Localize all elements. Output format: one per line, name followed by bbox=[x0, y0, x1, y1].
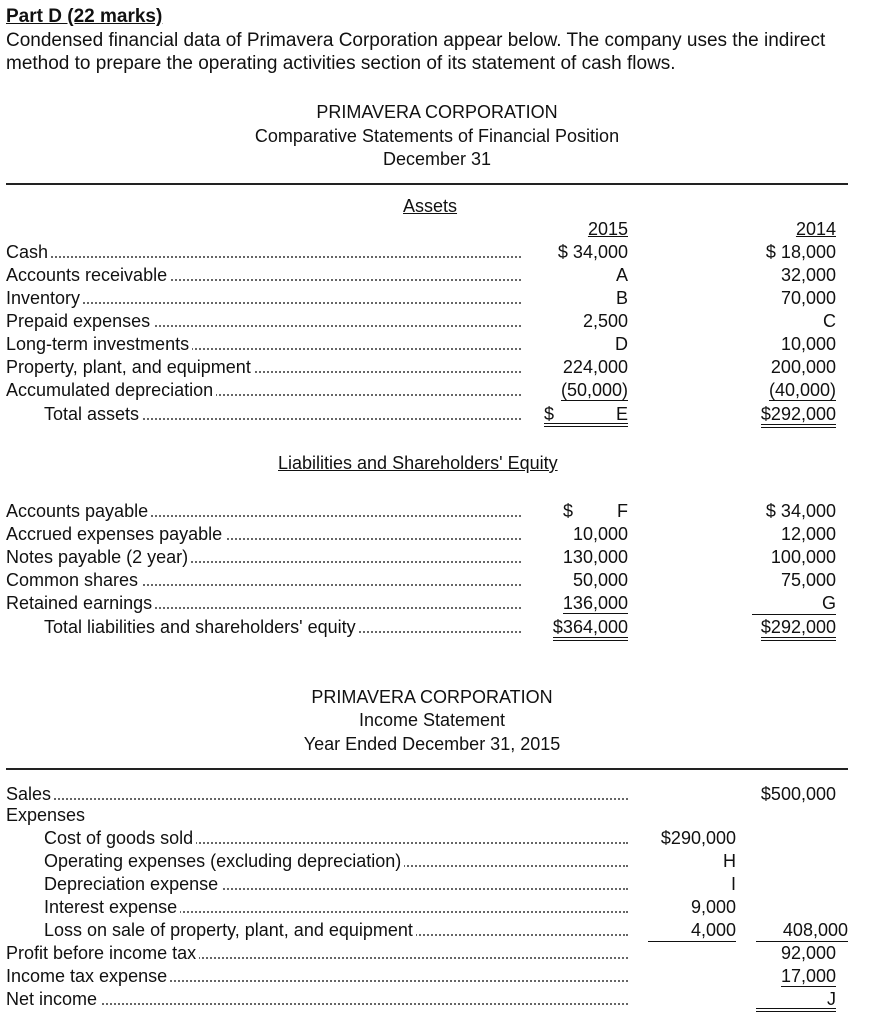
is-rule bbox=[6, 768, 848, 770]
liability-2015: 10,000 bbox=[572, 524, 628, 544]
liability-label: Notes payable (2 year) bbox=[6, 546, 191, 568]
total-assets-2014: $292,000 bbox=[761, 404, 836, 428]
asset-2014: (40,000) bbox=[768, 380, 836, 400]
asset-row bbox=[6, 356, 521, 378]
asset-label: Long-term investments bbox=[6, 333, 192, 355]
total-liabilities-label: Total liabilities and shareholders' equity bbox=[44, 616, 359, 638]
asset-2014: 70,000 bbox=[780, 288, 836, 308]
asset-2015: A bbox=[615, 265, 628, 285]
sfp-title: Comparative Statements of Financial Position bbox=[254, 126, 620, 146]
profit-before-tax-label: Profit before income tax bbox=[6, 942, 199, 964]
liability-row bbox=[6, 500, 521, 522]
income-tax-label: Income tax expense bbox=[6, 965, 170, 987]
year-2015-header: 2015 bbox=[587, 219, 628, 239]
asset-label: Inventory bbox=[6, 287, 83, 309]
assets-heading: Assets bbox=[403, 196, 458, 216]
expense-row bbox=[44, 827, 628, 849]
asset-label: Cash bbox=[6, 241, 51, 263]
total-assets-label: Total assets bbox=[44, 403, 142, 425]
liability-2015: 50,000 bbox=[572, 570, 628, 590]
sales-row bbox=[6, 783, 628, 805]
part-heading: Part D (22 marks) bbox=[6, 6, 163, 27]
expense-row bbox=[44, 919, 628, 941]
sales-value: $500,000 bbox=[760, 784, 836, 804]
asset-2015: D bbox=[615, 334, 628, 354]
liability-2014: 100,000 bbox=[770, 547, 836, 567]
total-liabilities-row bbox=[44, 616, 521, 638]
is-period: Year Ended December 31, 2015 bbox=[303, 734, 561, 754]
asset-2015: $ 34,000 bbox=[557, 242, 628, 262]
liability-label: Retained earnings bbox=[6, 592, 155, 614]
total-liabilities-2014: $292,000 bbox=[761, 617, 836, 641]
asset-2014: 200,000 bbox=[770, 357, 836, 377]
sfp-date: December 31 bbox=[382, 149, 492, 169]
liability-row bbox=[6, 569, 521, 591]
intro-line-1: Condensed financial data of Primavera Corporation appear below. The company uses the indirect bbox=[6, 30, 826, 51]
liability-2015: 130,000 bbox=[562, 547, 628, 567]
asset-2015: (50,000) bbox=[560, 380, 628, 400]
net-income-value: J bbox=[756, 988, 836, 1012]
asset-row bbox=[6, 241, 521, 263]
asset-2014: 10,000 bbox=[780, 334, 836, 354]
is-title: Income Statement bbox=[358, 710, 506, 730]
liability-2014: 12,000 bbox=[780, 524, 836, 544]
expense-label: Loss on sale of property, plant, and equipment bbox=[44, 919, 416, 941]
liability-row bbox=[6, 546, 521, 568]
liability-2014: 75,000 bbox=[780, 570, 836, 590]
liability-2015: 136,000 bbox=[562, 593, 628, 613]
expense-row bbox=[44, 896, 628, 918]
asset-2014: C bbox=[823, 311, 836, 331]
expense-label: Depreciation expense bbox=[44, 873, 221, 895]
asset-2014: $ 18,000 bbox=[765, 242, 836, 262]
liability-row bbox=[6, 592, 521, 614]
total-assets-row bbox=[44, 403, 521, 425]
asset-row bbox=[6, 379, 521, 401]
total-assets-2015: E bbox=[615, 404, 628, 424]
total-liabilities-2015: $364,000 bbox=[553, 617, 628, 641]
liability-2015: F bbox=[617, 501, 628, 521]
expense-label: Interest expense bbox=[44, 896, 180, 918]
expense-label: Cost of goods sold bbox=[44, 827, 196, 849]
liability-label: Common shares bbox=[6, 569, 141, 591]
expense-row bbox=[44, 850, 628, 872]
expense-value: H bbox=[723, 851, 736, 871]
expense-label: Operating expenses (excluding depreciation) bbox=[44, 850, 404, 872]
sfp-rule bbox=[6, 183, 848, 185]
liability-label: Accrued expenses payable bbox=[6, 523, 225, 545]
income-tax-row bbox=[6, 965, 628, 987]
asset-2015: 224,000 bbox=[562, 357, 628, 377]
asset-2014: 32,000 bbox=[780, 265, 836, 285]
expense-value: 9,000 bbox=[690, 897, 736, 917]
asset-row bbox=[6, 264, 521, 286]
expenses-label: Expenses bbox=[6, 805, 86, 825]
year-2014-header: 2014 bbox=[795, 219, 836, 239]
sfp-company: PRIMAVERA CORPORATION bbox=[316, 102, 558, 122]
total-assets-2015-cell bbox=[544, 403, 628, 427]
total-assets-2015-sign: $ bbox=[544, 404, 555, 424]
profit-before-tax-value: 92,000 bbox=[780, 943, 836, 963]
liabilities-heading: Liabilities and Shareholders' Equity bbox=[278, 453, 558, 473]
asset-row bbox=[6, 310, 521, 332]
liability-row bbox=[6, 523, 521, 545]
asset-label: Accumulated depreciation bbox=[6, 379, 216, 401]
liability-2015-sign: $ bbox=[563, 501, 574, 521]
expense-row bbox=[44, 873, 628, 895]
asset-row bbox=[6, 333, 521, 355]
expense-value: 4,000 bbox=[648, 919, 736, 942]
income-tax-value: 17,000 bbox=[780, 966, 836, 986]
sales-label: Sales bbox=[6, 783, 54, 805]
asset-row bbox=[6, 287, 521, 309]
liability-label: Accounts payable bbox=[6, 500, 151, 522]
asset-2015: B bbox=[615, 288, 628, 308]
asset-label: Property, plant, and equipment bbox=[6, 356, 254, 378]
asset-label: Prepaid expenses bbox=[6, 310, 153, 332]
expense-value: $290,000 bbox=[660, 828, 736, 848]
liability-2014: $ 34,000 bbox=[765, 501, 836, 521]
net-income-label: Net income bbox=[6, 988, 100, 1010]
intro-line-2: method to prepare the operating activities section of its statement of cash flows. bbox=[6, 53, 676, 74]
liability-2014: G bbox=[752, 592, 836, 615]
net-income-row bbox=[6, 988, 628, 1010]
asset-label: Accounts receivable bbox=[6, 264, 170, 286]
total-expenses-value: 408,000 bbox=[756, 919, 848, 942]
is-company: PRIMAVERA CORPORATION bbox=[311, 687, 553, 707]
profit-before-tax-row bbox=[6, 942, 628, 964]
asset-2015: 2,500 bbox=[582, 311, 628, 331]
expense-value: I bbox=[730, 874, 736, 894]
